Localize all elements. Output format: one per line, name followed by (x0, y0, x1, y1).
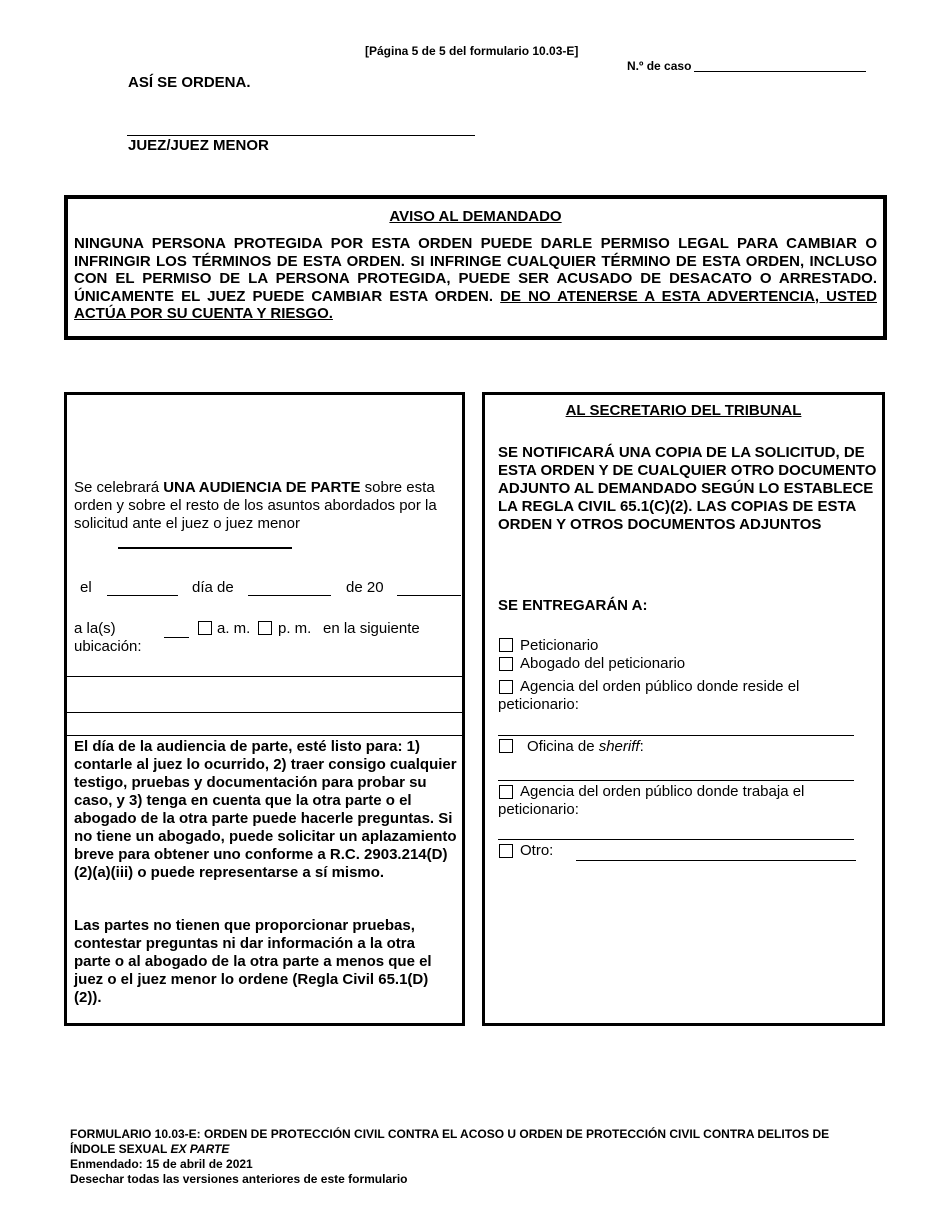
hearing-ready-text: El día de la audiencia de parte, esté listo para: 1) contarle al juez lo ocurrido, 2) traer consigo cualquier testigo, pruebas y documentación para probar su caso, y 3) tenga en cuenta que la otra parte o el abogado de la otra parte puede hacerle preguntas. Si no tiene un abogado, puede solicitar un aplazamiento breve para obtener uno conforme a R.C. 2903.214(D)(2)(a)(iii) o puede representarse a sí mismo. (74, 738, 457, 881)
divider (67, 735, 462, 736)
footer-discard: Desechar todas las versiones anteriores de este formulario (70, 1172, 408, 1186)
footer (70, 1127, 930, 1187)
el-label: el (80, 579, 92, 596)
attorney-label: Abogado del peticionario (520, 655, 686, 672)
so-ordered-text: ASÍ SE ORDENA. (128, 74, 251, 91)
other-field[interactable] (576, 859, 856, 861)
clerk-title: AL SECRETARIO DEL TRIBUNAL (565, 402, 802, 419)
location-line-2[interactable] (67, 712, 462, 713)
judge-signature-line[interactable] (127, 119, 475, 136)
other-checkbox[interactable] (499, 844, 513, 858)
sheriff-label: Oficina de sheriff: (527, 738, 644, 755)
location-label-line2: ubicación: (74, 638, 142, 655)
case-number-label: N.º de caso (627, 59, 692, 73)
judge-name-field[interactable] (118, 547, 292, 549)
footer-amended: Enmendado: 15 de abril de 2021 (70, 1157, 253, 1171)
sheriff-field[interactable] (498, 779, 854, 781)
agency-reside-field[interactable] (498, 734, 854, 736)
dia-de-label: día de (192, 579, 234, 596)
month-field[interactable] (248, 594, 331, 596)
pm-label: p. m. (278, 620, 312, 637)
hearing-box (64, 392, 465, 1026)
location-line-1[interactable] (67, 676, 462, 677)
am-checkbox[interactable] (198, 621, 212, 635)
time-field[interactable] (164, 636, 189, 638)
petitioner-checkbox[interactable] (499, 638, 513, 652)
footer-form-title: FORMULARIO 10.03-E: ORDEN DE PROTECCIÓN CIVIL CONTRA EL ACOSO U ORDEN DE PROTECCIÓN CIVIL CONTRA DELITOS DE (70, 1127, 830, 1141)
notice-title: AVISO AL DEMANDADO (389, 208, 562, 225)
petitioner-label: Peticionario (520, 637, 599, 654)
notice-box (64, 195, 887, 340)
year-field[interactable] (397, 594, 461, 596)
pm-checkbox[interactable] (258, 621, 272, 635)
case-number-field[interactable] (694, 58, 866, 72)
hearing-intro: Se celebrará UNA AUDIENCIA DE PARTE sobre esta orden y sobre el resto de los asuntos abordados por la solicitud ante el juez o juez menor (74, 479, 437, 532)
footer-form-title-2: ÍNDOLE SEXUAL EX PARTE (70, 1142, 230, 1156)
location-label: en la siguiente (323, 620, 420, 637)
clerk-body: SE NOTIFICARÁ UNA COPIA DE LA SOLICITUD, DE ESTA ORDEN Y DE CUALQUIER OTRO DOCUMENTO ADJUNTO AL DEMANDADO SEGÚN LO ESTABLECE LA REGLA CIVIL 65.1(C)(2). LAS COPIAS DE ESTA ORDEN Y OTROS DOCUMENTOS ADJUNTOS (498, 444, 877, 533)
agency-reside-label: Agencia del orden público donde reside el peticionario: (498, 678, 800, 713)
clerk-box (482, 392, 885, 1026)
de-20-label: de 20 (346, 579, 384, 596)
am-label: a. m. (217, 620, 251, 637)
parties-text: Las partes no tienen que proporcionar pruebas, contestar preguntas ni dar información a la otra parte o al abogado de la otra parte a menos que el juez o el juez menor lo ordene (Regla Civil 65.1(D)(2)). (74, 917, 432, 1006)
deliver-label: SE ENTREGARÁN A: (498, 597, 648, 614)
sheriff-checkbox[interactable] (499, 739, 513, 753)
notice-warning: DE NO ATENERSE A ESTA ADVERTENCIA, USTED ACTÚA POR SU CUENTA Y RIESGO. (74, 287, 877, 322)
time-label: a la(s) (74, 620, 116, 637)
agency-work-label: Agencia del orden público donde trabaja el peticionario: (498, 783, 805, 818)
notice-body: NINGUNA PERSONA PROTEGIDA POR ESTA ORDEN PUEDE DARLE PERMISO LEGAL PARA CAMBIAR O INFRINGIR LOS TÉRMINOS DE ESTA ORDEN. SI INFRINGE CUALQUIER TÉRMINO DE ESTA ORDEN, INCLUSO CON EL PERMISO DE LA PERSONA PROTEGIDA, PUEDE SER ACUSADO DE DESACATO O ARRESTADO. ÚNICAMENTE EL JUEZ PUEDE CAMBIAR ESTA ORDEN. DE NO ATENERSE A ESTA ADVERTENCIA, USTED ACTÚA POR SU CUENTA Y RIESGO. (74, 235, 877, 322)
attorney-checkbox[interactable] (499, 657, 513, 671)
day-field[interactable] (107, 594, 178, 596)
other-label: Otro: (520, 842, 554, 859)
agency-work-field[interactable] (498, 838, 854, 840)
judge-label: JUEZ/JUEZ MENOR (128, 137, 269, 154)
page-label: [Página 5 de 5 del formulario 10.03-E] (365, 44, 579, 58)
